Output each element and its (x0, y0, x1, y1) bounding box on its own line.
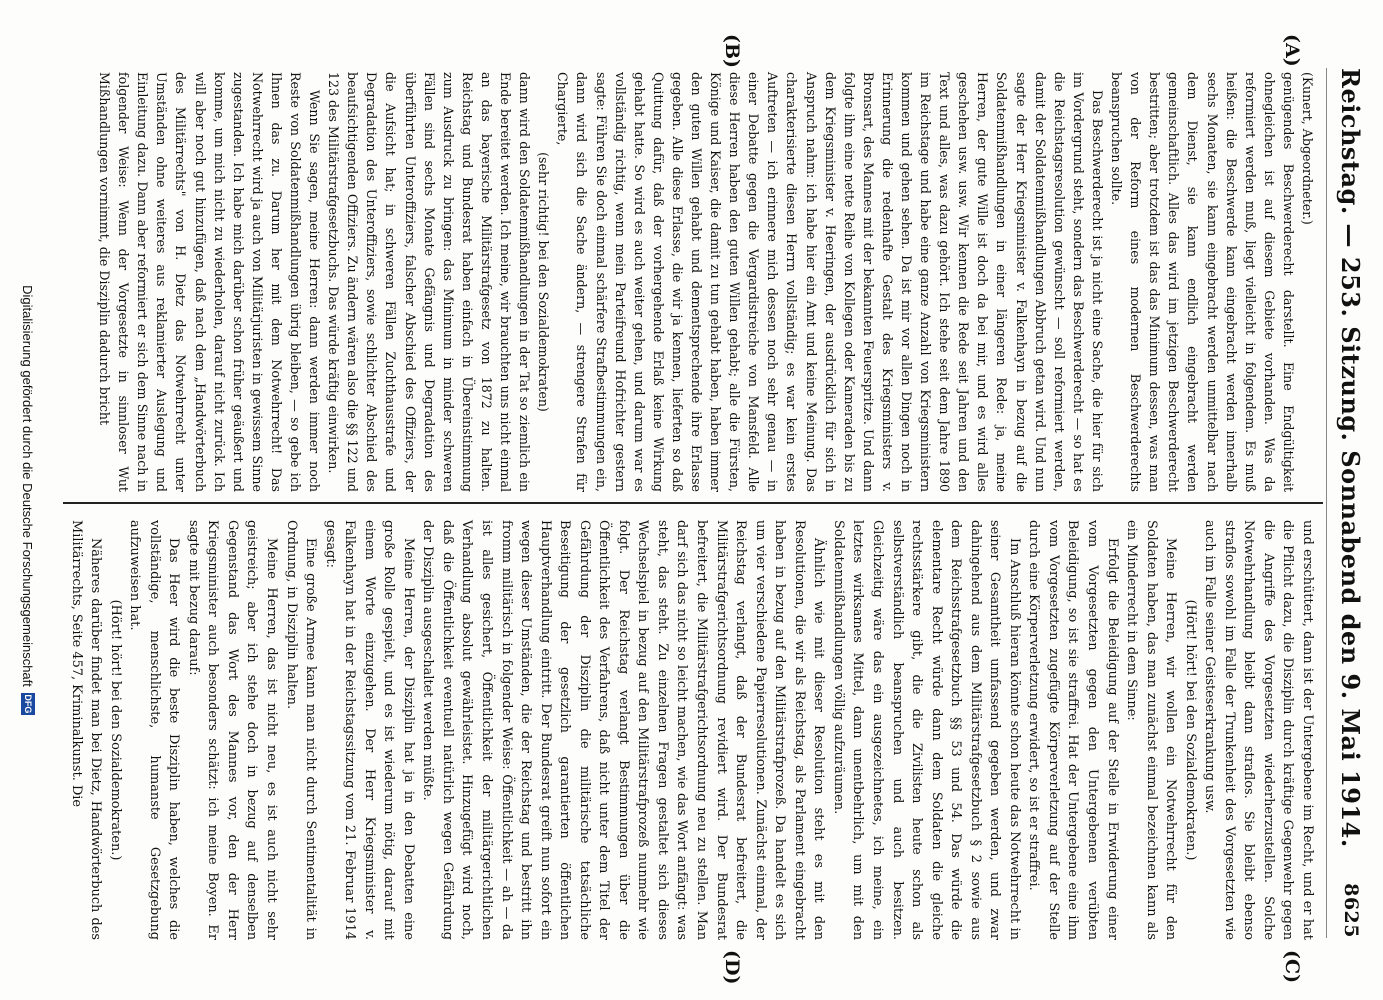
digitization-credit (13, 0, 43, 1000)
paragraph: (sehr richtig! bei den Sozialdemokraten) (536, 152, 552, 412)
paragraph: Meine Herren, der Disziplin hat ja in den Debatten eine große Rolle gespielt, und es ist wiederum nötig, darauf mit einem Worte einzugehen. Der Herr Kriegsminister v. Falkenhayn hat in der Reichstagssitzung vom 21. Februar 1914 gesagt: (322, 520, 416, 940)
page-number: 8625 (1340, 883, 1362, 938)
margin-marker-a: (A) (1281, 34, 1303, 67)
paragraph: Meine Herren, das ist nicht neu, es ist auch nicht sehr geistreich; aber ich stehe doch in bezug auf denselben Gegenstand das Wort des Mannes vor, den der Herr Kriegsminister auch besonders schätzt: ich meine Boyen. Er sagte mit bezug darauf: (185, 520, 280, 940)
page-header (1331, 68, 1371, 938)
paragraph: und erschüttert, dann ist der Untergebene im Recht, und er hat die Pflicht dazu, die Disziplin durch kräftige Gegenwehr gegen die Angriffe des Vorgesetzten wiederherzustellen. Solche Notwehrhandlung bleibt dann straflos. Sie bleibt ebenso straflos sowohl im Falle der Trunkenheit des Vorgesetzten wie auch im Falle seiner Geisteserkrankung usw. (1202, 520, 1315, 940)
paragraph: dann wird den Soldatenmißhandlungen in der Tat so ziemlich ein Ende bereitet werden. Ich meine, wir brauchten uns nicht einmal an das bayerische Militärstrafgesetz von 1872 zu halten. Reichstag und Bundesrat haben einfach in Übereinstimmung zum Ausdruck zu bringen: das Minimum in minder schweren Fällen sind sechs Monate Gefängnis und Degradation des überführten Unteroffiziers, falscher Abschied des Offiziers, der die Aufsicht hat; in schweren Fällen Zuchthausstrafe und Degradation des Unteroffiziers, sowie schlichter Abschied des beaufsichtigenden Offiziers. Zu ändern wären also die §§ 122 und 123 des Militärstrafgesetzbuchs. Das würde kräftig einwirken. (326, 72, 533, 492)
dfg-logo-icon: DFG (23, 694, 33, 714)
paragraph: (Hört! hört! bei den Sozialdemokraten.) (1182, 599, 1198, 861)
right-column (66, 520, 1317, 940)
margin-marker-c: (C) (1281, 950, 1303, 984)
paragraph: Das Heer wird die beste Disziplin haben, welches die vollständige, menschlichste, humanste Gesetzgebung aufzuweisen hat. (127, 520, 182, 940)
credit-text: Digitalisierung gefördert durch die Deutsche Forschungsgemeinschaft (20, 285, 36, 687)
paragraph: Wenn Sie sagen, meine Herren: dann werden immer noch Reste von Soldatenmißhandlungen übrig bleiben, — so gebe ich Ihnen das zu. Darum her mit dem Notwehrrecht! Das Notwehrrecht wird ja auch von Militärjuristen in gewissem Sinne zugestanden. Ich habe mich darüber schon früher geäußert und komme, um mich nicht zu wiederholen, darauf nicht zurück. Ich will aber noch gut hinzufügen, daß nach dem „Handwörterbuch des Militärrechts" von H. Dietz das Notwehrrecht unter Umständen ohne weiteres aus reklamierter Auslegung und Einleitung dazu. Dann aber reformiert er sich dem Sinne nach in folgender Weise: Wenn der Vorgesetzte in sinnloser Wut Mißhandlungen vornimmt, die Disziplin dadurch bricht (97, 72, 323, 492)
paragraph: Erfolgt die Beleidigung auf der Stelle in Erwiderung einer vom Vorgesetzten gegen den Untergebenen verübten Beleidigung, so ist sie straffrei. Hat der Untergebene eine ihm vom Vorgesetzten zugefügte Körperverletzung auf der Stelle durch eine Körperverletzung erwidert, so ist er straffrei. (1026, 520, 1120, 940)
paragraph: Das Beschwerderecht ist ja nicht eine Sache, die hier für sich im Vordergrund steht, sondern das Beschwerderecht — so hat es die Reichstagsresolution gewünscht — soll reformiert werden, damit der Soldatenmißhandlungen Abbruch getan wird. Und nun sagte der Herr Kriegsminister v. Falkenhayn in bezug auf die Soldatenmißhandlungen in einer längeren Rede: ja, meine Herren, der gute Wille ist doch da bei mir, und es wird alles geschehen usw. usw. Wir kennen die Rede seit Jahren und den Text und alles, was dazu gehört. Ich stehe seit dem Jahre 1890 im Reichstage und habe eine ganze Anzahl von Kriegsministern kommen und gehen sehen. Da ist mir vor allen Dingen noch in Erinnerung die redenhafte Gestalt des Kriegsministers v. Bronsart, des Mannes mit der bekannten Feuerspritze. Und dann folgte ihm eine nette Reihe von Kollegen oder Kameraden bis zu dem Kriegsminister v. Heeringen, der ausdrücklich für sich in Anspruch nahm: ich habe hier ein Amt und keine Meinung. Das charakterisierte diesen Herrn vollständig; es war kein erstes Auftreten — ich erinnere mich dessen noch sehr genau — in einer Debatte gegen die Vergardistreiche von Mansfeld. Alle diese Herren haben den guten Willen gehabt; alle die Fürsten, Könige und Kaiser, die damit zu tun gehabt haben, haben immer den guten Willen gehabt und dementsprechende ihre Erlasse gegeben. Alle diese Erlasse, die wir ja kennen, lieferten so daß Quittung dafür, daß der vorhergehende Erlaß keine Wirkung gehabt hatte. So wird es auch weiter gehen, und darum war es vollständig richtig, wenn mein Parteifreund Hofrichter gestern sagte: Führen Sie doch einmal schärfere Strafbestimmungen ein, dann wird sich die Sache ändern, — strengere Strafen für Chargierte, (555, 72, 1105, 492)
paragraph: Ähnlich wie mit dieser Resolution steht es mit den Resolutionen, die wir als Reichstag, als Parlament eingebracht haben in bezug auf den Militärstrafprozeß. Da handelt es sich um vier verschiedene Papierresolutionen. Zunächst einmal, der Reichstag verlangt, daß der Bundesrat befreitert, die Militärstrafgerichtsordnung revidiert wird. Der Bundesrat befreitert, die Militärstrafgerichtsordnung neu zu stellen. Man darf sich das nicht so leicht machen, wie das Wort anfängt: was steht, das steht. Zu einzelnen Fragen gestaltet sich dieses Wechselspiel in bezug auf den Militärstrafprozeß nunmehr wie folgt. Der Reichstag verlangt Bestimmungen über die Öffentlichkeit des Verfahrens, daß nicht unter dem Titel der Gefährdung der Disziplin die militärische tatsächliche Beseitigung der gesetzlich garantierten öffentlichen Hauptverhandlung eintritt. Der Bundesrat greift nun sofort ein wegen dieser Umständen, die der Reichstag und bestritt ihn fromm militärisch in folgender Weise: Öffentlichkeit — ah — da ist alles gesichert, Öffentlichkeit der militärgerichtlichen Verhandlung absolut gewährleistet. Hinzugefügt wird noch, daß die Öffentlichkeit eventuell natürlich wegen Gefährdung der Disziplin ausgeschaltet werden müßte. (420, 520, 827, 940)
paragraph: Meine Herren, wir wollen ein Notwehrrecht für den Soldaten haben, das man zunächst einmal bezeichnen kann als ein Minderrecht in dem Sinne: (1124, 520, 1179, 940)
left-column (95, 72, 1317, 492)
margin-marker-b: (B) (721, 34, 743, 69)
paragraph: genügendes Beschwerderecht darstellt. Eine Endgültigkeit ohnegleichen ist auf diesem Gebiete vorhanden. Was da reformiert werden muß, liegt vielleicht in folgendem. Es muß heißen: die Beschwerde kann eingebracht werden innerhalb sechs Monaten, sie kann eingebracht werden unmittelbar nach dem Dienst, sie kann endlich eingebracht werden gemeinschaftlich. Alles das wird im jetzigen Beschwerderecht bestritten; aber trotzdem ist das das Minimum dessen, was man von der Reform eines modernen Beschwerderechts beanspruchen sollte. (1109, 72, 1296, 492)
paragraph: Im Anschluß hieran könnte schon heute das Notwehrrecht in seiner Gesamtheit umfassend gegeben werden, und zwar dahingehend aus dem Militärstrafgesetzbuch § 2 sowie aus dem Reichsstrafgesetzbuch §§ 53 und 54. Das würde die elementare Recht würde dann dem Soldaten die gleiche rechtsstärkere gibt, die die Zivilisten heute schon als selbstverständlich beanspruchen und auch besitzen. Gleichzeitig wäre das ein ausgezeichnetes, ich meine, ein letztes wirksames Mittel, dann unentbehrlich, um mit den Soldatenmißhandlungen völlig aufzuräumen. (830, 520, 1022, 940)
paragraph: (Hört! hört! bei den Sozialdemokraten.) (107, 599, 123, 861)
header-rule (1326, 68, 1327, 938)
paragraph: Näheres darüber findet man bei Dietz, Handwörterbuch des Militärrechts, Seite 457, Kriminalkunst. Die (68, 520, 104, 940)
margin-marker-d: (D) (721, 950, 743, 985)
column-divider (63, 502, 1323, 504)
paragraph: (Kunert, Abgeordneter.) (1300, 72, 1315, 225)
paragraph: Eine große Armee kann man nicht durch Sentimentalität in Ordnung, in Disziplin halten. (283, 520, 319, 940)
header-title: Reichstag. — 253. Sitzung. Sonnabend den 9. Mai 1914. (1336, 68, 1366, 848)
